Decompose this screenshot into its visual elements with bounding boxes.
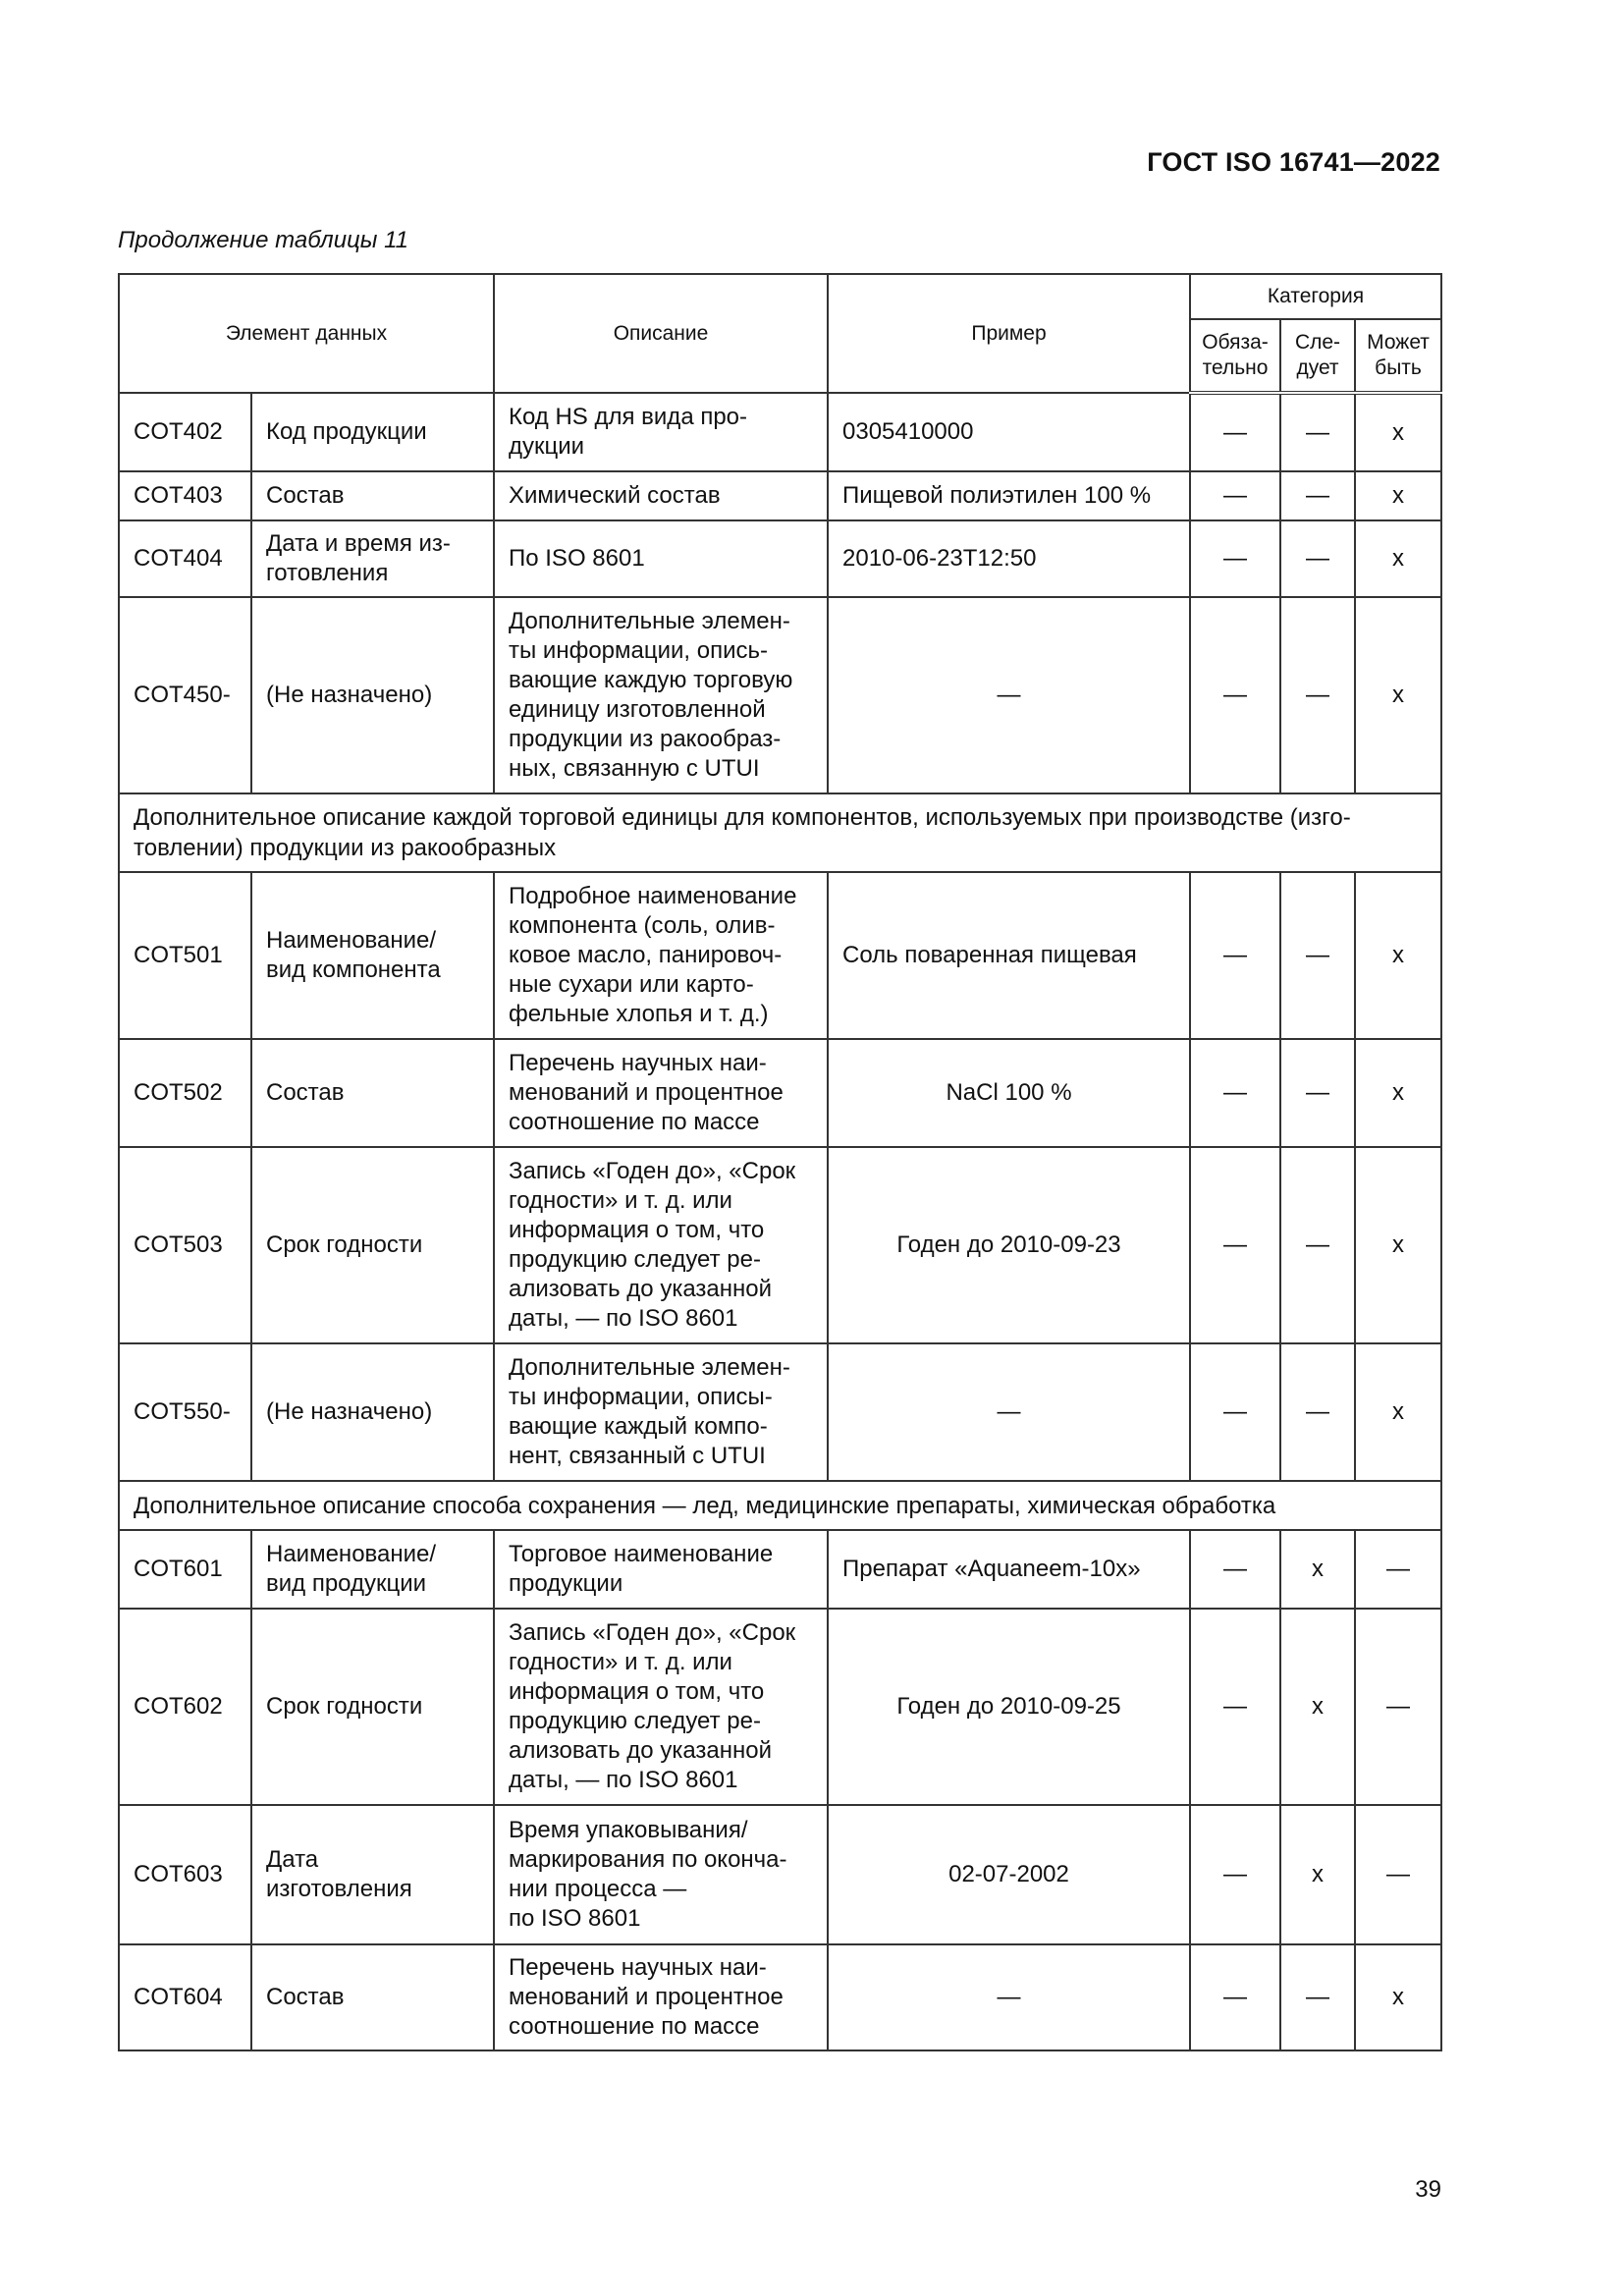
header-description: Описание xyxy=(494,274,828,393)
description-cell: Запись «Годен до», «Срок годности» и т. д. или информация о том, что продукцию следует ре- ализовать до указанной даты, — по ISO 8601 xyxy=(494,1609,828,1805)
may-cell: x xyxy=(1355,520,1441,597)
document-code: ГОСТ ISO 16741—2022 xyxy=(1147,147,1440,177)
table-row xyxy=(119,1609,1441,1805)
should-cell: — xyxy=(1280,1039,1355,1147)
mandatory-cell: — xyxy=(1190,1609,1280,1805)
element-name-cell: Состав xyxy=(251,1039,494,1147)
description-cell: Время упаковывания/ маркирования по оконча- нии процесса — по ISO 8601 xyxy=(494,1805,828,1944)
example-cell: NaCl 100 % xyxy=(828,1039,1190,1147)
data-elements-table xyxy=(118,273,1442,2051)
may-cell: — xyxy=(1355,1805,1441,1944)
element-code-cell: COT402 xyxy=(119,393,251,471)
element-name-cell: (Не назначено) xyxy=(251,1343,494,1481)
description-cell: Химический состав xyxy=(494,471,828,520)
header-mandatory: Обяза- тельно xyxy=(1190,319,1280,393)
may-cell: x xyxy=(1355,393,1441,471)
table-row xyxy=(119,520,1441,597)
element-code-cell: COT404 xyxy=(119,520,251,597)
example-cell: Препарат «Aquaneem-10x» xyxy=(828,1530,1190,1609)
description-cell: Запись «Годен до», «Срок годности» и т. д. или информация о том, что продукцию следует ре- ализовать до указанной даты, — по ISO 8601 xyxy=(494,1147,828,1343)
example-cell: Пищевой полиэтилен 100 % xyxy=(828,471,1190,520)
may-cell: x xyxy=(1355,872,1441,1039)
mandatory-cell: — xyxy=(1190,520,1280,597)
element-name-cell: Код продукции xyxy=(251,393,494,471)
should-cell: — xyxy=(1280,1147,1355,1343)
mandatory-cell: — xyxy=(1190,872,1280,1039)
element-name-cell: (Не назначено) xyxy=(251,597,494,793)
description-cell: Торговое наименование продукции xyxy=(494,1530,828,1609)
section-header-row xyxy=(119,793,1441,872)
example-cell: — xyxy=(828,1343,1190,1481)
should-cell: — xyxy=(1280,872,1355,1039)
table-row xyxy=(119,393,1441,471)
element-name-cell: Состав xyxy=(251,1944,494,2050)
should-cell: — xyxy=(1280,1944,1355,2050)
header-should: Сле- дует xyxy=(1280,319,1355,393)
page-number: 39 xyxy=(1415,2176,1441,2203)
should-cell: — xyxy=(1280,597,1355,793)
mandatory-cell: — xyxy=(1190,1147,1280,1343)
element-name-cell: Срок годности xyxy=(251,1609,494,1805)
example-cell: — xyxy=(828,1944,1190,2050)
description-cell: По ISO 8601 xyxy=(494,520,828,597)
may-cell: x xyxy=(1355,1343,1441,1481)
table-row xyxy=(119,1530,1441,1609)
example-cell: 2010-06-23T12:50 xyxy=(828,520,1190,597)
element-name-cell: Дата изготовления xyxy=(251,1805,494,1944)
description-cell: Дополнительные элемен- ты информации, опись- вающие каждую торговую единицу изготовленной продукции из ракообраз- ных, связанную с UTUI xyxy=(494,597,828,793)
mandatory-cell: — xyxy=(1190,393,1280,471)
table-row xyxy=(119,471,1441,520)
element-code-cell: COT450- xyxy=(119,597,251,793)
may-cell: x xyxy=(1355,1039,1441,1147)
section-title: Дополнительное описание способа сохранения — лед, медицинские препараты, химическая обработка xyxy=(119,1481,1441,1530)
may-cell: x xyxy=(1355,1147,1441,1343)
element-code-cell: COT501 xyxy=(119,872,251,1039)
header-element: Элемент данных xyxy=(119,274,494,393)
mandatory-cell: — xyxy=(1190,1944,1280,2050)
table-row xyxy=(119,1805,1441,1944)
should-cell: x xyxy=(1280,1530,1355,1609)
table-row xyxy=(119,1147,1441,1343)
may-cell: — xyxy=(1355,1609,1441,1805)
example-cell: 0305410000 xyxy=(828,393,1190,471)
section-header-row xyxy=(119,1481,1441,1530)
element-code-cell: COT550- xyxy=(119,1343,251,1481)
example-cell: — xyxy=(828,597,1190,793)
element-name-cell: Наименование/ вид продукции xyxy=(251,1530,494,1609)
example-cell: Годен до 2010-09-25 xyxy=(828,1609,1190,1805)
element-name-cell: Дата и время из- готовления xyxy=(251,520,494,597)
should-cell: x xyxy=(1280,1805,1355,1944)
may-cell: x xyxy=(1355,597,1441,793)
should-cell: x xyxy=(1280,1609,1355,1805)
example-cell: 02-07-2002 xyxy=(828,1805,1190,1944)
description-cell: Перечень научных наи- менований и процентное соотношение по массе xyxy=(494,1944,828,2050)
mandatory-cell: — xyxy=(1190,1530,1280,1609)
may-cell: x xyxy=(1355,471,1441,520)
mandatory-cell: — xyxy=(1190,597,1280,793)
description-cell: Код HS для вида про- дукции xyxy=(494,393,828,471)
table-row xyxy=(119,597,1441,793)
element-code-cell: COT503 xyxy=(119,1147,251,1343)
mandatory-cell: — xyxy=(1190,471,1280,520)
header-category: Категория xyxy=(1190,274,1441,319)
element-code-cell: COT403 xyxy=(119,471,251,520)
element-code-cell: COT502 xyxy=(119,1039,251,1147)
table-caption: Продолжение таблицы 11 xyxy=(118,227,409,253)
table-row xyxy=(119,872,1441,1039)
element-name-cell: Срок годности xyxy=(251,1147,494,1343)
description-cell: Подробное наименование компонента (соль, олив- ковое масло, панировоч- ные сухари или карто- фельные хлопья и т. д.) xyxy=(494,872,828,1039)
should-cell: — xyxy=(1280,1343,1355,1481)
header-example: Пример xyxy=(828,274,1190,393)
should-cell: — xyxy=(1280,520,1355,597)
table-row xyxy=(119,1039,1441,1147)
should-cell: — xyxy=(1280,471,1355,520)
may-cell: x xyxy=(1355,1944,1441,2050)
description-cell: Перечень научных наи- менований и процентное соотношение по массе xyxy=(494,1039,828,1147)
element-code-cell: COT601 xyxy=(119,1530,251,1609)
element-name-cell: Состав xyxy=(251,471,494,520)
element-code-cell: COT602 xyxy=(119,1609,251,1805)
table-row xyxy=(119,1944,1441,2050)
section-title: Дополнительное описание каждой торговой единицы для компонентов, используемых при производстве (изго- товлении) продукции из ракообразных xyxy=(119,793,1441,872)
description-cell: Дополнительные элемен- ты информации, описы- вающие каждый компо- нент, связанный с UTUI xyxy=(494,1343,828,1481)
header-may: Может быть xyxy=(1355,319,1441,393)
element-code-cell: COT604 xyxy=(119,1944,251,2050)
example-cell: Годен до 2010-09-23 xyxy=(828,1147,1190,1343)
mandatory-cell: — xyxy=(1190,1039,1280,1147)
table-row xyxy=(119,1343,1441,1481)
should-cell: — xyxy=(1280,393,1355,471)
may-cell: — xyxy=(1355,1530,1441,1609)
element-code-cell: COT603 xyxy=(119,1805,251,1944)
mandatory-cell: — xyxy=(1190,1343,1280,1481)
mandatory-cell: — xyxy=(1190,1805,1280,1944)
example-cell: Соль поваренная пищевая xyxy=(828,872,1190,1039)
element-name-cell: Наименование/ вид компонента xyxy=(251,872,494,1039)
